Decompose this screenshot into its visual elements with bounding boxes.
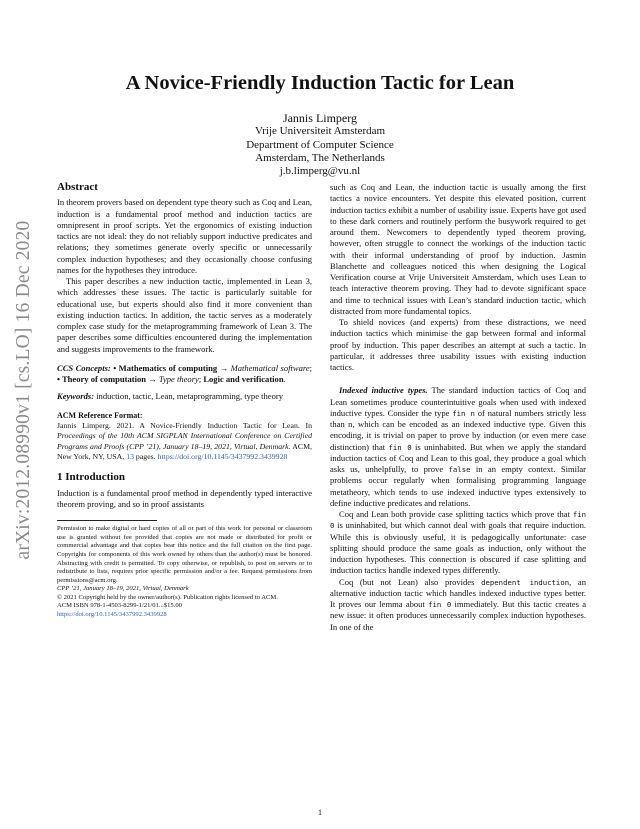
right-column: [330, 182, 586, 633]
ccs-concepts: CCS Concepts: • Mathematics of computing → Mathematical software; • Theory of computation → Type theory; Logic and verification.: [57, 362, 313, 384]
arxiv-stamp: arXiv:2012.08990v1 [cs.LO] 16 Dec 2020: [13, 220, 34, 560]
author-block: [0, 112, 640, 178]
author-email[interactable]: j.b.limperg@vu.nl: [279, 165, 361, 178]
reference-doi-link[interactable]: https://doi.org/10.1145/3437992.3439928: [157, 451, 288, 461]
paper-title: A Novice-Friendly Induction Tactic for Lean: [125, 72, 515, 94]
abstract-heading: Abstract: [57, 181, 98, 193]
right-paragraph-2: To shield novices (and experts) from these distractions, we need induction tactics which minimise the gap between formal and informal proof by induction. This paper describes an attempt at such a tactic. In particular, it addresses three usability issues with existing induction tactics.: [330, 317, 586, 372]
left-column: [57, 182, 312, 620]
affiliation-department: Department of Computer Science: [246, 138, 394, 151]
permission-doi-link[interactable]: https://doi.org/10.1145/3437992.3439928: [57, 611, 167, 619]
affiliation-location: Amsterdam, The Netherlands: [255, 151, 385, 164]
introduction-heading: 1 Introduction: [57, 471, 125, 484]
reference-format: ACM Reference Format: Jannis Limperg. 2021. A Novice-Friendly Induction Tactic for Lean. In Proceedings of the 10th ACM SIGPLAN International Conference on Certified Programs and Proofs (CPP ’21), January 18–19, 2021, Virtual, Denmark. ACM, New York, NY, USA, 13 pages. https://doi.org/10.1145/3437992.3439928: [57, 410, 312, 461]
keywords: Keywords: induction, tactic, Lean, metaprogramming, type theory: [57, 391, 283, 402]
abstract-paragraph-1: In theorem provers based on dependent type theory such as Coq and Lean, induction is a fundamental proof method and induction tactics are omnipresent in proof scripts. Yet the ergonomics of existing induction tactics are not ideal: they do not reliably support inductive predicates and relations; they sometimes generate overly specific or unnecessarily complex induction hypotheses; and they occasionally choose confusing names for the hypotheses they introduce.: [57, 197, 312, 275]
right-paragraph-1: such as Coq and Lean, the induction tactic is usually among the first tactics a novice encounters. Yet despite this elevated position, current induction tactics exhibit a number of usability issue. Experts have got used to these dark corners and routinely perform the busywork required to get around them. Newcomers to dependently typed theorem proving, however, often struggle to connect the workings of the induction tactic with their informal understanding of proof by induction. Jasmin Blanchette and colleagues noticed this when designing the Logical Verification course at Vrije Universiteit Amsterdam, which uses Lean to teach interactive theorem proving. They had to devote significant space and time to technical issues with Lean’s standard induction tactic, which distracted from more fundamental topics.: [330, 182, 586, 316]
dependent-induction-paragraph: Coq (but not Lean) also provides dependent induction, an alternative induction tactic which handles indexed inductive types better. It proves our lemma about fin 0 immediately. But this tactic creates a new issue: it often produces unnecessarily complex induction hypotheses. In one of the: [330, 576, 587, 632]
case-splitting-paragraph: Coq and Lean both provide case splitting tactics which prove that fin 0 is uninhabited, but which cannot deal with goals that require induction. While this is obviously useful, it is pedagogically unfortunate: case splitting should produce the same goals as induction, only without the induction hypotheses. This connection is obscured if case splitting and induction tactics handle indexed types differently.: [330, 509, 586, 576]
permission-block: Permission to make digital or hard copies of all or part of this work for personal or classroom use is granted without fee provided that copies are not made or distributed for profit or commercial advantage and that copies bear this notice and the full citation on the first page. Copyrights for components of this work owned by others than the author(s) must be honored. Abstracting with credit is permitted. To copy otherwise, or republish, to post on servers or to redistribute to lists, requires prior specific permission and/or a fee. Request permissions from permissions@acm.org. CPP ’21, January 18–19, 2021, Virtual, Denmark © 2021 Copyright held by the owner/author(s). Publication rights licensed to ACM. ACM ISBN 978-1-4503-8299-1/21/01...$15.00 https://doi.org/10.1145/3437992.3439928: [57, 525, 312, 619]
affiliation-university: Vrije Universiteit Amsterdam: [254, 125, 386, 138]
footnote-rule: [57, 520, 157, 521]
author-name: Jannis Limperg: [282, 111, 358, 125]
page-number: 1: [318, 808, 322, 817]
introduction-text: Induction is a fundamental proof method in dependently typed interactive theorem proving, and so in proof assistants: [57, 487, 312, 509]
abstract-paragraph-2: This paper describes a new induction tactic, implemented in Lean 3, which addresses these issues. The tactic is particularly suitable for educational use, but experts should also find it more convenient than existing induction tactics. In addition, the tactic serves as a moderately complex case study for the metaprogramming framework of Lean 3. The paper describes some difficulties encountered during the implementation and suggests improvements to the framework.: [57, 276, 312, 354]
indexed-types-paragraph: Indexed inductive types. The standard induction tactics of Coq and Lean sometimes produce counterintuitive goals when used with indexed inductive types. Consider the type fin n of natural numbers strictly less than n, which can be encoded as an indexed inductive type. Given this encoding, it is trivial on paper to prove by induction (or even mere case distinction) that fin 0 is uninhabited. But when we apply the standard induction tactics of Coq and Lean to this goal, they produce a goal which asks us, unhelpfully, to prove false in an empty context. Similar problems occur regularly when formalising programming language metatheory, which tends to use indexed inductive types extensively to define inductive predicates and relations.: [330, 385, 587, 508]
